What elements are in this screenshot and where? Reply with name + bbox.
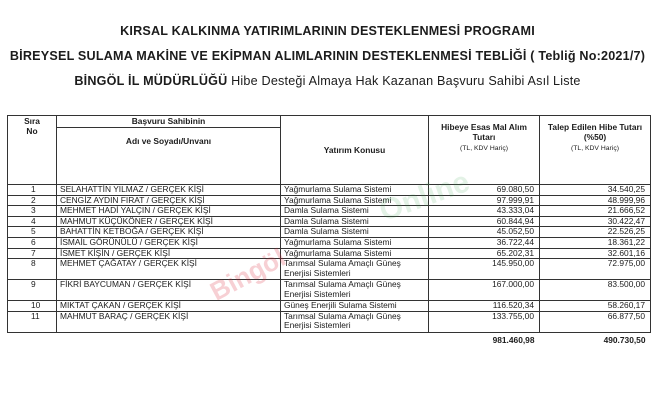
header-adi-soyadi: Adı ve Soyadı/Unvanı xyxy=(57,128,281,185)
table-row xyxy=(8,216,651,227)
directorate-name: BİNGÖL İL MÜDÜRLÜĞÜ xyxy=(74,74,228,88)
row-name: FİKRİ BAYCUMAN / GERÇEK KİŞİ xyxy=(57,280,281,301)
table-row xyxy=(8,301,651,312)
table-row xyxy=(8,206,651,217)
row-name: BAHATTİN KETBOĞA / GERÇEK KİŞİ xyxy=(57,227,281,238)
table-row xyxy=(8,248,651,259)
header-talep: Talep Edilen Hibe Tutarı (%50) (TL, KDV Hariç) xyxy=(540,116,651,185)
row-number: 11 xyxy=(8,311,57,332)
row-number: 5 xyxy=(8,227,57,238)
row-tutar: 43.333,04 xyxy=(429,206,540,217)
row-tutar: 116.520,34 xyxy=(429,301,540,312)
row-number: 9 xyxy=(8,280,57,301)
row-hibe: 30.422,47 xyxy=(540,216,651,227)
row-name: İSMET KİŞİN / GERÇEK KİŞİ xyxy=(57,248,281,259)
row-tutar: 133.755,00 xyxy=(429,311,540,332)
watermark-left: Bingöl xyxy=(205,242,291,307)
row-name: MEHMET ÇAĞATAY / GERÇEK KİŞİ xyxy=(57,259,281,280)
header-hibe-esas: Hibeye Esas Mal Alım Tutarı (TL, KDV Hariç) xyxy=(429,116,540,185)
row-number: 4 xyxy=(8,216,57,227)
list-title xyxy=(0,74,655,88)
row-hibe: 72.975,00 xyxy=(540,259,651,280)
table-row xyxy=(8,195,651,206)
row-number: 8 xyxy=(8,259,57,280)
header-yatirim-konusu: Yatırım Konusu xyxy=(281,116,429,185)
row-konu: Tarımsal Sulama Amaçlı Güneş Enerjisi Sistemleri xyxy=(281,311,429,332)
program-title: KIRSAL KALKINMA YATIRIMLARININ DESTEKLENMESİ PROGRAMI xyxy=(120,24,535,38)
row-name: SELAHATTİN YILMAZ / GERÇEK KİŞİ xyxy=(57,185,281,196)
row-tutar: 97.999,91 xyxy=(429,195,540,206)
row-hibe: 48.999,96 xyxy=(540,195,651,206)
row-name: MAHMUT BARAÇ / GERÇEK KİŞİ xyxy=(57,311,281,332)
row-hibe: 32.601,16 xyxy=(540,248,651,259)
row-konu: Tarımsal Sulama Amaçlı Güneş Enerjisi Sistemleri xyxy=(281,259,429,280)
table-row xyxy=(8,185,651,196)
row-number: 6 xyxy=(8,237,57,248)
row-hibe: 21.666,52 xyxy=(540,206,651,217)
table-row xyxy=(8,227,651,238)
row-number: 10 xyxy=(8,301,57,312)
row-konu: Damla Sulama Sistemi xyxy=(281,216,429,227)
row-konu: Yağmurlama Sulama Sistemi xyxy=(281,237,429,248)
row-name: MIKTAT ÇAKAN / GERÇEK KİŞİ xyxy=(57,301,281,312)
row-tutar: 145.950,00 xyxy=(429,259,540,280)
row-tutar: 45.052,50 xyxy=(429,227,540,238)
table-row xyxy=(8,259,651,280)
row-name: MEHMET HADİ YALÇIN / GERÇEK KİŞİ xyxy=(57,206,281,217)
row-konu: Tarımsal Sulama Amaçlı Güneş Enerjisi Sistemleri xyxy=(281,280,429,301)
row-konu: Damla Sulama Sistemi xyxy=(281,206,429,217)
row-hibe: 34.540,25 xyxy=(540,185,651,196)
list-description: Hibe Desteği Almaya Hak Kazanan Başvuru Sahibi Asıl Liste xyxy=(227,74,581,88)
row-hibe: 58.260,17 xyxy=(540,301,651,312)
total-tutar: 981.460,98 xyxy=(492,334,535,345)
row-name: İSMAİL GÖRÜNÜLÜ / GERÇEK KİŞİ xyxy=(57,237,281,248)
table-row xyxy=(8,237,651,248)
header-basvuru-sahibi: Başvuru Sahibinin xyxy=(57,116,281,128)
row-name: MAHMUT KÜÇÜKÖNER / GERÇEK KİŞİ xyxy=(57,216,281,227)
beneficiary-table xyxy=(7,115,651,347)
row-number: 7 xyxy=(8,248,57,259)
row-tutar: 167.000,00 xyxy=(429,280,540,301)
table-row xyxy=(8,280,651,301)
row-konu: Yağmurlama Sulama Sistemi xyxy=(281,195,429,206)
row-hibe: 18.361,22 xyxy=(540,237,651,248)
watermark-right: Online xyxy=(375,165,475,228)
row-hibe: 22.526,25 xyxy=(540,227,651,238)
row-hibe: 83.500,00 xyxy=(540,280,651,301)
row-tutar: 36.722,44 xyxy=(429,237,540,248)
row-name: CENGİZ AYDIN FIRAT / GERÇEK KİŞİ xyxy=(57,195,281,206)
row-number: 3 xyxy=(8,206,57,217)
row-konu: Damla Sulama Sistemi xyxy=(281,227,429,238)
row-tutar: 69.080,50 xyxy=(429,185,540,196)
header-sira: Sıra No xyxy=(8,116,57,185)
row-hibe: 66.877,50 xyxy=(540,311,651,332)
row-number: 2 xyxy=(8,195,57,206)
row-tutar: 65.202,31 xyxy=(429,248,540,259)
total-hibe: 490.730,50 xyxy=(603,334,646,345)
row-number: 1 xyxy=(8,185,57,196)
row-konu: Yağmurlama Sulama Sistemi xyxy=(281,185,429,196)
regulation-title: BİREYSEL SULAMA MAKİNE VE EKİPMAN ALIMLARININ DESTEKLENMESİ TEBLİĞİ ( Tebliğ No:2021/7) xyxy=(9,49,646,63)
table-row xyxy=(8,311,651,332)
row-konu: Güneş Enerjili Sulama Sistemi xyxy=(281,301,429,312)
row-tutar: 60.844,94 xyxy=(429,216,540,227)
row-konu: Yağmurlama Sulama Sistemi xyxy=(281,248,429,259)
